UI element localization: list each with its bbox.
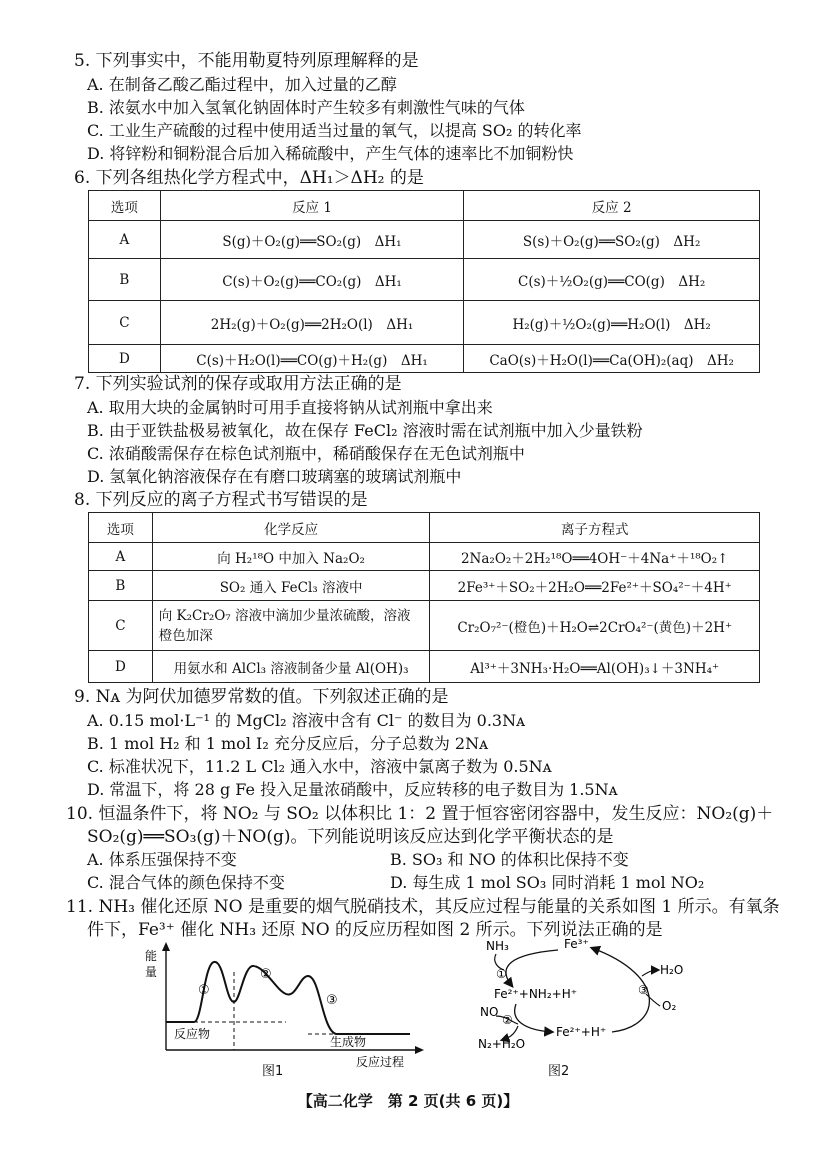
q6-header-row bbox=[89, 191, 760, 221]
q6-row-b bbox=[89, 259, 760, 301]
q10-option-a: A. 体系压强保持不变 bbox=[87, 850, 237, 869]
q8-header-reaction: 化学反应 bbox=[152, 513, 430, 543]
step-2-label: ② bbox=[260, 967, 272, 982]
cycle-step-3: ③ bbox=[638, 983, 649, 997]
fe2-h-label: Fe²⁺+H⁺ bbox=[556, 1025, 607, 1039]
n2-h2o-label: N₂+H₂O bbox=[478, 1037, 526, 1051]
q9-stem: 9. Nᴀ 为阿伏加德罗常数的值。下列叙述正确的是 bbox=[74, 687, 449, 707]
y-axis-label-2: 量 bbox=[145, 965, 158, 979]
q8-row-a bbox=[89, 543, 760, 571]
q6-cell: C(s)＋O₂(g)══CO₂(g) ΔH₁ bbox=[160, 259, 464, 301]
h2o-label: H₂O bbox=[660, 963, 684, 977]
q6-header-reaction1: 反应 1 bbox=[160, 191, 464, 221]
q6-cell: A bbox=[89, 221, 161, 259]
q8-cell: 向 K₂Cr₂O₇ 溶液中滴加少量浓硫酸，溶液 橙色加深 bbox=[152, 601, 430, 651]
product-label: 生成物 bbox=[330, 1035, 367, 1049]
nh3-label: NH₃ bbox=[486, 939, 509, 953]
q6-cell: D bbox=[89, 345, 161, 373]
q8-header-row bbox=[89, 513, 760, 543]
arrow-step-2 bbox=[515, 1004, 552, 1032]
q7-stem: 7. 下列实验试剂的保存或取用方法正确的是 bbox=[74, 374, 402, 394]
q8-cell: 向 H₂¹⁸O 中加入 Na₂O₂ bbox=[152, 543, 430, 571]
q6-stem: 6. 下列各组热化学方程式中，ΔH₁＞ΔH₂ 的是 bbox=[74, 168, 424, 188]
q6-row-d bbox=[89, 345, 760, 373]
cycle-step-2: ② bbox=[502, 1013, 513, 1027]
q8-row-d bbox=[89, 651, 760, 683]
q5-option-a: A. 在制备乙酸乙酯过程中，加入过量的乙醇 bbox=[87, 75, 397, 94]
reactant-label: 反应物 bbox=[174, 1027, 211, 1041]
q8-cell: A bbox=[89, 543, 153, 571]
q6-cell: C bbox=[89, 301, 161, 345]
q8-header-ionic: 离子方程式 bbox=[430, 513, 760, 543]
q6-header-reaction2: 反应 2 bbox=[464, 191, 760, 221]
fe2-nh2-h-label: Fe²⁺+NH₂+H⁺ bbox=[494, 987, 578, 1001]
q8-cell: Al³⁺＋3NH₃·H₂O══Al(OH)₃↓＋3NH₄⁺ bbox=[430, 651, 760, 683]
figure-1-energy-diagram bbox=[140, 942, 440, 1072]
q5-stem: 5. 下列事实中，不能用勒夏特列原理解释的是 bbox=[74, 51, 419, 71]
q8-cell: 2Fe³⁺＋SO₂＋2H₂O══2Fe²⁺＋SO₄²⁻＋4H⁺ bbox=[430, 571, 760, 601]
fe3-label: Fe³⁺ bbox=[564, 937, 589, 951]
q10-option-b: B. SO₃ 和 NO 的体积比保持不变 bbox=[390, 850, 629, 869]
q11-stem-line2: 件下，Fe³⁺ 催化 NH₃ 还原 NO 的反应历程如图 2 所示。下列说法正确的是 bbox=[87, 920, 663, 940]
q7-option-a: A. 取用大块的金属钠时可用手直接将钠从试剂瓶中拿出来 bbox=[87, 398, 493, 417]
no-label: NO bbox=[480, 1005, 499, 1019]
q9-option-d: D. 常温下，将 28 g Fe 投入足量浓硝酸中，反应转移的电子数目为 1.5Nᴀ bbox=[87, 780, 618, 799]
q9-option-a: A. 0.15 mol·L⁻¹ 的 MgCl₂ 溶液中含有 Cl⁻ 的数目为 0.3Nᴀ bbox=[87, 711, 526, 730]
q8-cell: 用氨水和 AlCl₃ 溶液制备少量 Al(OH)₃ bbox=[152, 651, 430, 683]
o2-label: O₂ bbox=[662, 999, 677, 1013]
q5-option-b: B. 浓氨水中加入氢氧化钠固体时产生较多有刺激性气味的气体 bbox=[87, 98, 525, 117]
q6-row-a bbox=[89, 221, 760, 259]
q10-stem-line1: 10. 恒温条件下，将 NO₂ 与 SO₂ 以体积比 1：2 置于恒容密闭容器中，发生反应：NO₂(g)＋ bbox=[66, 804, 774, 824]
q10-stem-line2: SO₂(g)══SO₃(g)＋NO(g)。下列能说明该反应达到化学平衡状态的是 bbox=[87, 827, 614, 847]
q9-option-c: C. 标准状况下，11.2 L Cl₂ 通入水中，溶液中氯离子数为 0.5Nᴀ bbox=[87, 757, 552, 776]
q8-cell: SO₂ 通入 FeCl₃ 溶液中 bbox=[152, 571, 430, 601]
q10-option-c: C. 混合气体的颜色保持不变 bbox=[87, 873, 285, 892]
arrow-h2o-out bbox=[642, 970, 658, 976]
q6-cell: B bbox=[89, 259, 161, 301]
q8-cell: D bbox=[89, 651, 153, 683]
q7-option-d: D. 氢氧化钠溶液保存在有磨口玻璃塞的玻璃试剂瓶中 bbox=[87, 467, 462, 486]
step-1-label: ① bbox=[198, 983, 210, 998]
q6-cell: 2H₂(g)＋O₂(g)══2H₂O(l) ΔH₁ bbox=[160, 301, 464, 345]
x-axis-label: 反应过程 bbox=[356, 1055, 405, 1069]
q6-cell: S(g)＋O₂(g)══SO₂(g) ΔH₁ bbox=[160, 221, 464, 259]
q6-header-option: 选项 bbox=[89, 191, 161, 221]
q8-cell: B bbox=[89, 571, 153, 601]
y-axis-arrow bbox=[162, 942, 170, 951]
figure-1-svg bbox=[140, 942, 440, 1072]
cycle-step-1: ① bbox=[496, 967, 507, 981]
q6-row-c bbox=[89, 301, 760, 345]
page-footer: 【高二化学 第 2 页(共 6 页)】 bbox=[297, 1092, 519, 1110]
x-axis-arrow bbox=[415, 1046, 424, 1054]
figure-2-caption: 图2 bbox=[548, 1064, 570, 1079]
figure-2-svg bbox=[472, 936, 702, 1056]
q7-option-c: C. 浓硝酸需保存在棕色试剂瓶中，稀硝酸保存在无色试剂瓶中 bbox=[87, 444, 525, 463]
q6-cell: S(s)＋O₂(g)══SO₂(g) ΔH₂ bbox=[464, 221, 760, 259]
q6-cell: C(s)＋H₂O(l)══CO(g)＋H₂(g) ΔH₁ bbox=[160, 345, 464, 373]
q9-option-b: B. 1 mol H₂ 和 1 mol I₂ 充分反应后，分子总数为 2Nᴀ bbox=[87, 734, 489, 753]
arrow-step-1 bbox=[506, 950, 558, 986]
q8-cell: 2Na₂O₂＋2H₂¹⁸O══4OH⁻＋4Na⁺＋¹⁸O₂↑ bbox=[430, 543, 760, 571]
q5-option-d: D. 将锌粉和铜粉混合后加入稀硫酸中，产生气体的速率比不加铜粉快 bbox=[87, 144, 574, 163]
q8-stem: 8. 下列反应的离子方程式书写错误的是 bbox=[74, 490, 368, 510]
q7-option-b: B. 由于亚铁盐极易被氧化，故在保存 FeCl₂ 溶液时需在试剂瓶中加入少量铁粉 bbox=[87, 421, 643, 440]
figure-1-caption: 图1 bbox=[262, 1064, 284, 1079]
q8-header-option: 选项 bbox=[89, 513, 153, 543]
q8-table bbox=[88, 512, 760, 683]
q8-row-b bbox=[89, 571, 760, 601]
q6-cell: CaO(s)＋H₂O(l)══Ca(OH)₂(aq) ΔH₂ bbox=[464, 345, 760, 373]
q5-option-c: C. 工业生产硫酸的过程中使用适当过量的氧气，以提高 SO₂ 的转化率 bbox=[87, 121, 582, 140]
step-3-label: ③ bbox=[326, 993, 338, 1008]
q8-cell: C bbox=[89, 601, 153, 651]
q8-cell: Cr₂O₇²⁻(橙色)＋H₂O⇌2CrO₄²⁻(黄色)＋2H⁺ bbox=[430, 601, 760, 651]
q6-cell: C(s)＋½O₂(g)══CO(g) ΔH₂ bbox=[464, 259, 760, 301]
q6-cell: H₂(g)＋½O₂(g)══H₂O(l) ΔH₂ bbox=[464, 301, 760, 345]
q10-option-d: D. 每生成 1 mol SO₃ 同时消耗 1 mol NO₂ bbox=[390, 873, 705, 892]
q6-table bbox=[88, 190, 760, 373]
q11-stem-line1: 11. NH₃ 催化还原 NO 是重要的烟气脱硝技术，其反应过程与能量的关系如图 1 所示。有氧条 bbox=[66, 897, 780, 917]
q8-row-c bbox=[89, 601, 760, 651]
figure-2-cycle-diagram bbox=[472, 936, 702, 1056]
y-axis-label-1: 能 bbox=[145, 949, 158, 963]
